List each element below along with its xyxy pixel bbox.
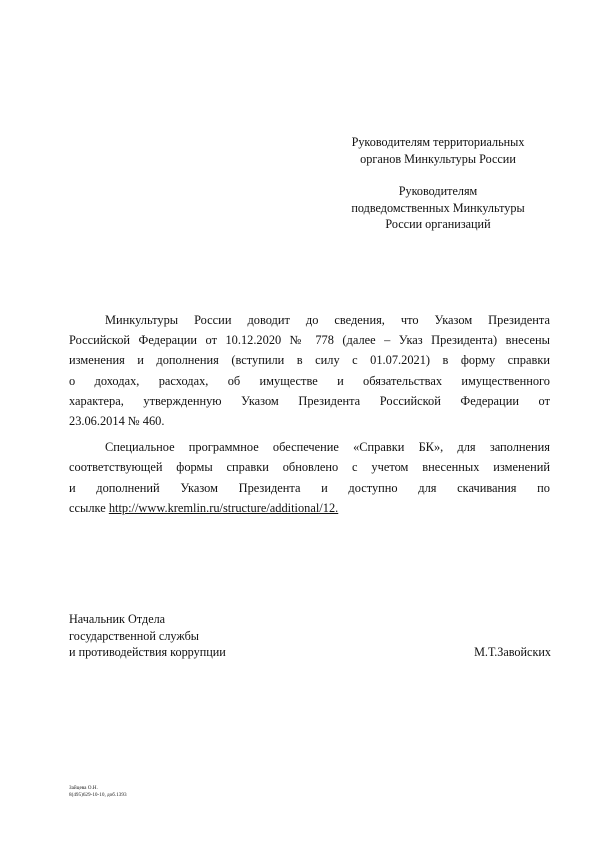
addressee-line: подведомственных Минкультуры [351,200,525,215]
executor-name: Зайцева О.Н. [69,785,98,791]
addressee-line: Руководителям территориальных [351,135,525,149]
signature-position-line: и противодействия коррупции [69,645,226,659]
addressee-group-subordinate [318,183,558,233]
signature-position-line: государственной службы [69,628,199,643]
executor-phone: 8(495)629-10-10, доб.1393 [69,792,127,799]
addressee-line: Руководителям [398,184,478,198]
body-line: Специальное программное обеспечение «Справки БК», для заполнения [105,440,550,455]
letter-body [69,310,550,524]
paragraph-software [69,437,550,518]
addressee-line: органов Минкультуры России [360,151,516,166]
body-line: о доходах, расходах, об имуществе и обязательствах имущественного [69,373,550,388]
body-line: и дополнений Указом Президента и доступно для скачивания по [69,480,550,495]
addressee-group-territorial [318,134,558,167]
paragraph-amendments [69,310,550,431]
addressee-line: России организаций [385,217,491,231]
body-line: изменения и дополнения (вступили в силу с 01.07.2021) в форму справки [69,353,550,368]
link-prefix: ссылке [69,500,109,515]
signer-name: М.Т.Завойских [474,645,551,659]
body-line: соответствующей формы справки обновлено с учетом внесенных изменений [69,460,550,475]
body-line: Российской Федерации от 10.12.2020 № 778 (далее – Указ Президента) внесены [69,333,550,348]
body-line: 23.06.2014 № 460. [69,414,165,429]
body-line-with-link [69,498,550,518]
body-line: Минкультуры России доводит до сведения, что Указом Президента [105,313,550,327]
executor-footer [69,785,127,799]
body-line: характера, утвержденную Указом Президента Российской Федерации от [69,393,550,408]
addressee-block [318,134,558,233]
signature-position-line: Начальник Отдела [69,612,166,626]
download-link[interactable]: http://www.kremlin.ru/structure/additional/12. [108,500,339,515]
signature-block [69,611,555,661]
